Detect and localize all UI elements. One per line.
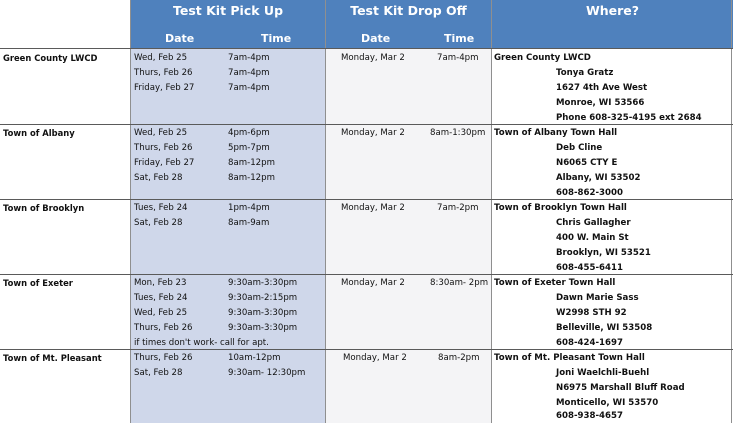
dropoff-header <box>326 0 491 48</box>
dropoff-date: Monday, Mar 2 <box>341 203 405 213</box>
dropoff-time-label: Time <box>444 32 475 45</box>
pickup-date: Friday, Feb 27 <box>134 83 195 93</box>
dropoff-date-label: Date <box>361 32 391 45</box>
dropoff-time: 7am-4pm <box>437 53 479 63</box>
where-city: Belleville, WI 53508 <box>556 323 653 333</box>
where-address: N6065 CTY E <box>556 158 618 168</box>
corner-cell <box>0 0 130 48</box>
dropoff-date: Monday, Mar 2 <box>341 53 405 63</box>
pickup-date: Mon, Feb 23 <box>134 278 187 288</box>
where-address: 1627 4th Ave West <box>556 83 648 93</box>
where-city: Monroe, WI 53566 <box>556 98 645 108</box>
pickup-header <box>131 0 325 48</box>
where-location-title: Town of Exeter Town Hall <box>494 278 616 288</box>
row-divider <box>0 349 733 350</box>
pickup-date: Thurs, Feb 26 <box>134 143 193 153</box>
column-divider <box>731 0 732 423</box>
where-location-title: Town of Albany Town Hall <box>494 128 618 138</box>
dropoff-date: Monday, Mar 2 <box>341 128 405 138</box>
pickup-date-label: Date <box>165 32 195 45</box>
where-contact: Dawn Marie Sass <box>556 293 639 303</box>
where-contact: Tonya Gratz <box>556 68 614 78</box>
pickup-time: 9:30am- 12:30pm <box>228 368 306 378</box>
where-phone: 608-455-6411 <box>556 263 623 273</box>
pickup-title: Test Kit Pick Up <box>172 3 284 18</box>
pickup-date: Thurs, Feb 26 <box>134 353 193 363</box>
pickup-time: 5pm-7pm <box>228 143 270 153</box>
pickup-time: 9:30am-3:30pm <box>228 308 298 318</box>
where-city: Brooklyn, WI 53521 <box>556 248 651 258</box>
pickup-date: Tues, Feb 24 <box>134 203 188 213</box>
location-name: Town of Albany <box>3 128 75 138</box>
pickup-date: Friday, Feb 27 <box>134 158 195 168</box>
where-title: Where? <box>585 3 640 18</box>
pickup-date: Thurs, Feb 26 <box>134 68 193 78</box>
row-divider <box>0 274 733 275</box>
location-name: Town of Mt. Pleasant <box>3 353 102 363</box>
pickup-time: 8am-12pm <box>228 158 275 168</box>
dropoff-time: 8:30am- 2pm <box>430 278 489 288</box>
column-divider <box>325 0 326 423</box>
where-city: Monticello, WI 53570 <box>556 398 659 408</box>
row-divider <box>0 48 733 49</box>
where-location-title: Town of Mt. Pleasant Town Hall <box>494 353 645 363</box>
location-name: Town of Exeter <box>3 278 73 288</box>
dropoff-time: 8am-1:30pm <box>430 128 486 138</box>
pickup-time: 9:30am-3:30pm <box>228 323 298 333</box>
dropoff-title: Test Kit Drop Off <box>350 3 467 18</box>
where-contact: Deb Cline <box>556 143 603 153</box>
location-name: Town of Brooklyn <box>3 203 85 213</box>
pickup-time: 1pm-4pm <box>228 203 270 213</box>
pickup-time: 9:30am-3:30pm <box>228 278 298 288</box>
dropoff-date: Monday, Mar 2 <box>341 278 405 288</box>
pickup-date: Wed, Feb 25 <box>134 128 188 138</box>
where-city: Albany, WI 53502 <box>556 173 641 183</box>
pickup-time: 8am-12pm <box>228 173 275 183</box>
where-header <box>492 0 733 48</box>
dropoff-column <box>326 48 491 423</box>
pickup-date: Wed, Feb 25 <box>134 53 188 63</box>
pickup-date: Tues, Feb 24 <box>134 293 188 303</box>
location-name: Green County LWCD <box>3 53 98 63</box>
row-divider <box>0 124 733 125</box>
pickup-time: 7am-4pm <box>228 83 270 93</box>
where-phone: 608-862-3000 <box>556 188 623 198</box>
where-location-title: Town of Brooklyn Town Hall <box>494 203 627 213</box>
pickup-time: 7am-4pm <box>228 68 270 78</box>
where-location-title: Green County LWCD <box>494 53 591 63</box>
column-divider <box>130 0 131 423</box>
pickup-date: Wed, Feb 25 <box>134 308 188 318</box>
pickup-date: Sat, Feb 28 <box>134 368 183 378</box>
pickup-note: if times don't work- call for apt. <box>134 338 269 348</box>
pickup-time-label: Time <box>261 32 292 45</box>
where-address: N6975 Marshall Bluff Road <box>556 383 685 393</box>
pickup-date: Sat, Feb 28 <box>134 218 183 228</box>
where-address: W2998 STH 92 <box>556 308 627 318</box>
where-contact: Joni Waelchli-Buehl <box>556 368 650 378</box>
where-contact: Chris Gallagher <box>556 218 631 228</box>
pickup-time: 4pm-6pm <box>228 128 270 138</box>
where-phone: Phone 608-325-4195 ext 2684 <box>556 113 702 123</box>
column-divider <box>491 0 492 423</box>
where-phone: 608-424-1697 <box>556 338 623 348</box>
where-address: 400 W. Main St <box>556 233 629 243</box>
dropoff-date: Monday, Mar 2 <box>343 353 407 363</box>
pickup-time: 7am-4pm <box>228 53 270 63</box>
where-phone: 608-938-4657 <box>556 411 623 421</box>
dropoff-time: 8am-2pm <box>438 353 480 363</box>
pickup-time: 10am-12pm <box>228 353 281 363</box>
pickup-time: 8am-9am <box>228 218 270 228</box>
row-divider <box>0 199 733 200</box>
dropoff-time: 7am-2pm <box>437 203 479 213</box>
pickup-date: Thurs, Feb 26 <box>134 323 193 333</box>
pickup-date: Sat, Feb 28 <box>134 173 183 183</box>
pickup-time: 9:30am-2:15pm <box>228 293 298 303</box>
